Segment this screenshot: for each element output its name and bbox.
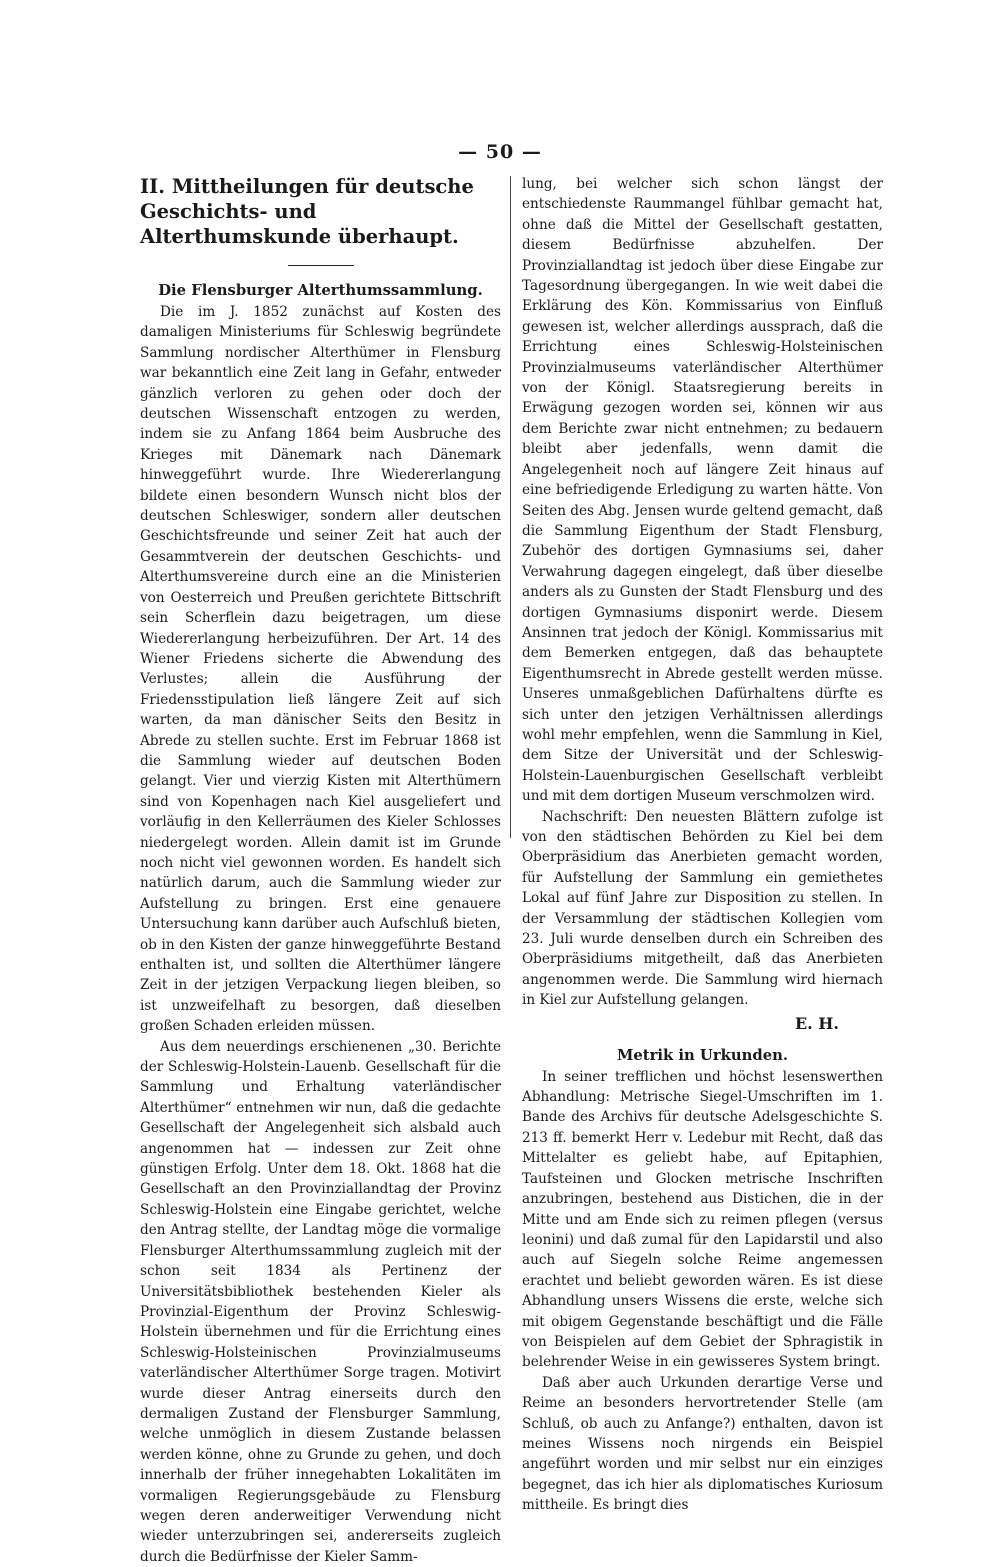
column-divider — [510, 176, 511, 838]
author-initials: E. H. — [794, 1013, 839, 1033]
paragraph: Die im J. 1852 zunächst auf Kosten des damaligen Ministeriums für Schleswig begründete Sammlung nordischer Alterthümer in Flensburg war bekanntlich eine Zeit lang in Gefahr, entweder gänzlich verloren zu gehen oder doch der deutschen Wissenschaft entzogen zu werden, indem sie zu Anfang 1864 beim Ausbruche des Krieges mit Dänemark nach Dänemark hinweggeführt wurde. Ihre Wiedererlangung bildete einen besondern Wunsch nicht blos der deutschen Schleswiger, sondern aller deutschen Geschichtsfreunde und seiner Zeit hat auch der Gesammtverein der deutschen Geschichts- und Alterthumsvereine durch eine an die Ministerien von Oesterreich und Preußen gerichtete Bittschrift sein Scherflein dazu beigetragen, um diese Wiedererlangung herbeizuführen. Der Art. 14 des Wiener Friedens sicherte die Abwendung des Verlustes; allein die Ausführung der Friedensstipulation ließ längere Zeit auf sich warten, da man dänischer Seits den Besitz in Abrede zu stellen suchte. Erst im Februar 1868 ist die Sammlung wieder auf deutschen Boden gelangt. Vier und vierzig Kisten mit Alterthümern sind von Kopenhagen nach Kiel ausgeliefert und vorläufig in den Kellerräumen des Kieler Schlosses niedergelegt worden. Allein damit ist im Grunde noch nicht viel gewonnen worden. Es handelt sich natürlich darum, auch die Sammlung wieder zur Aufstellung zu bringen. Erst eine genauere Untersuchung kann darüber auch Aufschluß bieten, ob in den Kisten der ganze hinweggeführte Bestand enthalten ist, und sollten die Alterthümer längere Zeit in der jetzigen Verpackung liegen bleiben, so ist unzweifelhaft zu besorgen, daß dieselben großen Schaden erleiden müssen. — [140, 304, 501, 1035]
heading-rule — [288, 265, 354, 266]
paragraph: In seiner trefflichen und höchst lesenswerthen Abhandlung: Metrische Siegel-Umschriften im 1. Bande des Archivs für deutsche Adelsgeschichte S. 213 ff. bemerkt Herr v. Ledebur mit Recht, daß das Mittelalter es geliebt habe, auf Epitaphien, Taufsteinen und Glocken metrische Inschriften anzubringen, bestehend aus Distichen, die in der Mitte und am Ende sich zu reimen pflegen (versus leonini) und daß zumal für den Lapidarstil und also auch auf Siegeln solche Reime angemessen erachtet und beliebt geworden wären. Es ist diese Abhandlung unsers Wissens die erste, welche sich mit obigem Gegenstande beschäftigt und die Fälle von Beispielen auf dem Gebiet der Sphragistik in belehrender Weise in ein gewisseres System bringt. — [522, 1068, 883, 1371]
paragraph: Aus dem neuerdings erschienenen „30. Berichte der Schleswig-Holstein-Lauenb. Gesellschaft für die Sammlung und Erhaltung vaterländischer Alterthümer“ entnehmen wir nun, daß die gedachte Gesellschaft der Angelegenheit sich alsbald auch angenommen hat — indessen zur Zeit ohne günstigen Erfolg. Unter dem 18. Okt. 1868 hat die Gesellschaft an den Provinziallandtag der Provinz Schleswig-Holstein eine Eingabe gerichtet, welche den Antrag stellte, der Landtag möge die vormalige Flensburger Alterthumssammlung zugleich mit der schon seit 1834 als Pertinenz der Universitätsbibliothek bestehenden Kieler als Provinzial-Eigenthum der Provinz Schleswig-Holstein übernehmen und für die Errichtung eines Schleswig-Holsteinischen Provinzialmuseums vaterländischer Alterthümer Sorge tragen. Motivirt wurde dieser Antrag einerseits durch den dermaligen Zustand der Flensburger Sammlung, welche unmöglich in diesem Zustande belassen werden könne, ohne zu Grunde zu gehen, und doch innerhalb der früher innegehabten Lokalitäten im vormaligen Regierungsgebäude zu Flensburg wegen deren anderweitiger Verwendung nicht wieder unterzubringen sei, andererseits zugleich durch die Bedürfnisse der Kieler Samm- — [140, 1038, 501, 1565]
section-heading: II. Mittheilungen für deutsche Geschichts- und Alterthumskunde überhaupt. — [140, 175, 474, 248]
page-number: — 50 — — [458, 141, 542, 163]
postscript-paragraph: Nachschrift: Den neuesten Blättern zufolge ist von den städtischen Behörden zu Kiel bei dem Oberpräsidium das Anerbieten gemacht worden, für Aufstellung der Sammlung ein gemiethetes Lokal auf fünf Jahre zur Disposition zu stellen. In der Versammlung der städtischen Kollegien vom 23. Juli wurde denselben durch ein Schreiben des Oberpräsidiums mitgetheilt, daß das Anerbieten angenommen werde. Die Sammlung wird hiernach in Kiel zur Aufstellung gelangen. — [522, 808, 883, 1009]
paragraph: Daß aber auch Urkunden derartige Verse und Reime an besonders hervortretender Stelle (am Schluß, ob auch zu Anfange?) enthalten, davon ist meines Wissens noch nirgends ein Beispiel angeführt worden und mir selbst nur ein einziges begegnet, das ich hier als diplomatisches Kuriosum mittheile. Es bringt dies — [522, 1374, 883, 1514]
paragraph-continuation: lung, bei welcher sich schon längst der entschiedenste Raummangel fühlbar gemacht hat, ohne daß die Mittel der Gesellschaft gestatten, diesem Bedürfnisse abzuhelfen. Der Provinziallandtag ist jedoch über diese Eingabe zur Tagesordnung übergegangen. In wie weit dabei die Erklärung des Kön. Kommissarius von Einfluß gewesen ist, welcher allerdings aussprach, daß die Errichtung eines Schleswig-Holsteinischen Provinzialmuseums vaterländischer Alterthümer von der Königl. Staatsregierung bereits in Erwägung gezogen worden sei, können wir aus dem Berichte zwar nicht entnehmen; zu bedauern bleibt aber jedenfalls, wenn damit die Angelegenheit noch auf längere Zeit hinaus auf eine befriedigende Erledigung zu warten hätte. Von Seiten des Abg. Jensen wurde geltend gemacht, daß die Sammlung Eigenthum der Stadt Flensburg, Zubehör des dortigen Gymnasiums sei, daher Verwahrung dagegen eingelegt, daß über dieselbe anders als zu Gunsten der Stadt Flensburg und des dortigen Gymnasiums disponirt werde. Diesem Ansinnen trat jedoch der Königl. Kommissarius mit dem Bemerken entgegen, daß das behauptete Eigenthumsrecht in Abrede gestellt werden müsse. Unseres unmaßgeblichen Dafürhaltens dürfte es sich unter den jetzigen Verhältnissen allerdings wohl mehr empfehlen, wenn die Sammlung in Kiel, dem Sitze der Universität und der Schleswig-Holstein-Lauenburgischen Gesellschaft verbleibt und mit dem dortigen Museum verschmolzen wird. — [522, 176, 883, 805]
right-column — [522, 174, 883, 1514]
article-title-flensburg: Die Flensburger Alterthumssammlung. — [158, 282, 483, 299]
left-column — [140, 174, 501, 1565]
article-title-metrik: Metrik in Urkunden. — [616, 1046, 789, 1064]
